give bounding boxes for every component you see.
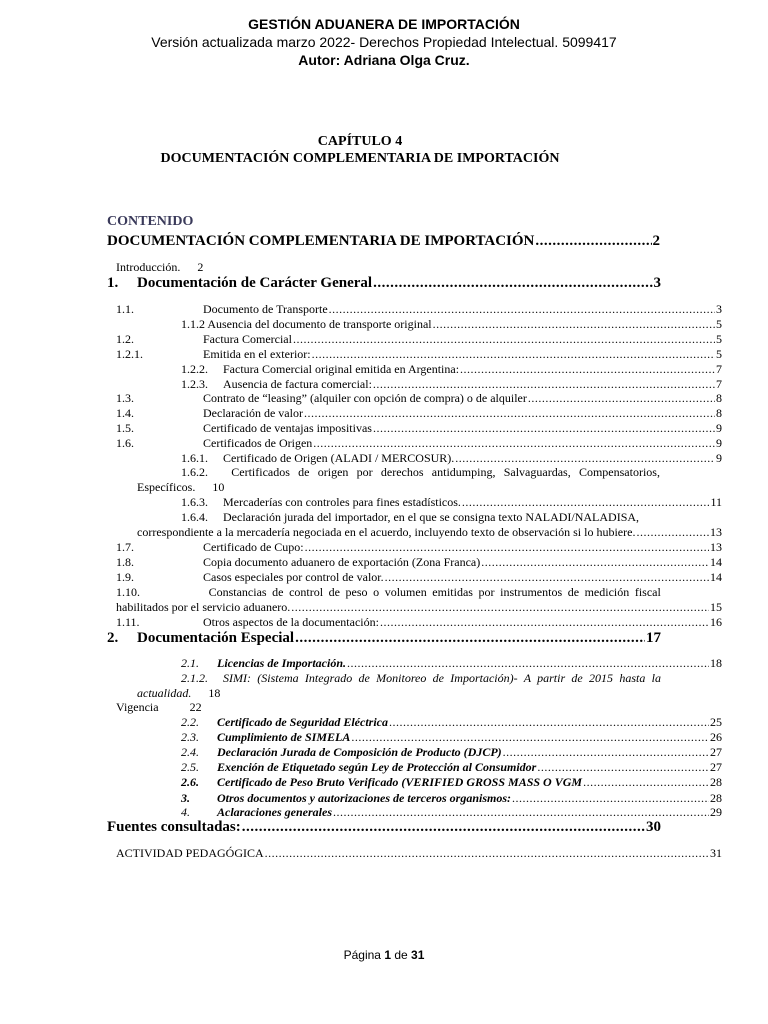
footer-prefix: Página <box>343 948 381 962</box>
toc-entry-1-2-2[interactable] <box>181 362 722 377</box>
toc-entry-1-11[interactable] <box>116 615 722 630</box>
toc-entry-label: Certificado de Seguridad Eléctrica <box>217 715 388 729</box>
toc-entry-2-4[interactable] <box>181 745 722 760</box>
toc-entry-label: Cumplimiento de SIMELA <box>217 730 351 744</box>
toc-entry-number: 1.6.1. <box>181 451 208 465</box>
toc-entry-page: 7 <box>716 377 722 391</box>
toc-entry-2-2[interactable] <box>181 715 722 730</box>
toc-entry-page: 13 <box>710 525 722 539</box>
toc-entry-1-5[interactable] <box>116 421 722 436</box>
toc-entry-number: 1.9. <box>116 570 134 584</box>
toc-entry-label: SIMI: (Sistema Integrado de Monitoreo de Importación)- A partir de 2015 hasta la <box>223 671 661 685</box>
toc-entry-intro[interactable] <box>116 260 203 275</box>
toc-entry-page: 9 <box>716 436 722 450</box>
toc-entry-label: Certificado de Origen (ALADI / MERCOSUR). <box>223 451 455 465</box>
toc-entry-label: Fuentes consultadas: <box>107 819 241 835</box>
toc-entry-number: 1. <box>107 275 119 291</box>
toc-entry-word: instrumentos <box>500 585 563 599</box>
toc-entry-label: Documentación Especial <box>137 630 295 646</box>
toc-entry-number: 1.7. <box>116 540 134 554</box>
toc-entry-page: 26 <box>710 730 722 744</box>
toc-entry-page: 5 <box>716 317 722 331</box>
chapter-number: CAPÍTULO 4 <box>317 134 403 149</box>
toc-entry-label: Vigencia <box>116 700 159 714</box>
toc-entry-label: Factura Comercial original emitida en Argentina: <box>223 362 460 376</box>
toc-entry-1-6[interactable] <box>116 436 722 451</box>
toc-entry-label: Factura Comercial <box>203 332 292 346</box>
toc-entry-page: 9 <box>716 451 722 465</box>
toc-entry-label: Declaración Jurada de Composición de Producto (DJCP) <box>217 745 502 759</box>
toc-entry-page: 27 <box>710 745 722 759</box>
toc-entry-label: Certificado de Peso Bruto Verificado (VERIFIED GROSS MASS O VGM <box>217 775 583 789</box>
toc-entry-label: Otros aspectos de la documentación: <box>203 615 379 629</box>
toc-entry-label: actualidad. <box>137 686 192 700</box>
toc-entry-label: Específicos. <box>137 480 196 494</box>
toc-entry-1-2-1[interactable] <box>116 347 722 362</box>
toc-entry-number: 1.6.3. <box>181 495 208 509</box>
toc-entry-number: 2.1. <box>181 656 199 670</box>
chapter-title: DOCUMENTACIÓN COMPLEMENTARIA DE IMPORTACIÓN <box>160 151 560 166</box>
toc-entry-label: Certificado de ventajas impositivas <box>203 421 372 435</box>
toc-entry-number: 1.2.1. <box>116 347 143 361</box>
toc-entry-1-4[interactable] <box>116 406 722 421</box>
toc-entry-word: emitidas <box>432 585 473 599</box>
toc-entry-page: 9 <box>716 421 722 435</box>
toc-entry-page: 25 <box>710 715 722 729</box>
toc-entry-word: Salvaguardas, <box>503 465 571 479</box>
toc-entry-page: 28 <box>710 775 722 789</box>
toc-entry-page: 31 <box>710 846 722 860</box>
toc-entry-page: 18 <box>208 686 221 700</box>
toc-entry-4[interactable] <box>181 805 722 820</box>
toc-entry-word: medición <box>584 585 630 599</box>
toc-entry-word: o <box>373 585 380 599</box>
toc-entry-label: Introducción. <box>116 260 181 274</box>
toc-entry-page: 28 <box>710 791 722 805</box>
toc-entry-label: Otros documentos y autorizaciones de terceros organismos: <box>217 791 512 805</box>
toc-entry-word: antidumping, <box>431 465 496 479</box>
toc-entry-2-1[interactable] <box>181 656 722 671</box>
toc-section-2[interactable] <box>107 630 661 647</box>
toc-entry-page: 27 <box>710 760 722 774</box>
toc-entry-number: 1.2. <box>116 332 134 346</box>
toc-entry-label: Certificado de Cupo: <box>203 540 304 554</box>
toc-entry-word: Compensatorios, <box>578 465 660 479</box>
toc-entry-2-3[interactable] <box>181 730 722 745</box>
toc-entry-number: 1.8. <box>116 555 134 569</box>
toc-entry-label: Mercaderías con controles para fines estadísticos. <box>223 495 461 509</box>
toc-entry-page: 14 <box>710 570 722 584</box>
toc-entry-word: de <box>328 585 340 599</box>
toc-entry-number: 1.6.4. <box>181 510 208 524</box>
toc-entry-page: 8 <box>716 391 722 405</box>
toc-entry-fuentes[interactable] <box>107 819 661 836</box>
toc-entry-page: 2 <box>652 233 660 249</box>
toc-entry-number: 1.2.3. <box>181 377 208 391</box>
toc-entry-label: correspondiente a la mercadería negociada en el acuerdo, incluyendo texto de observación si lo hubiere. <box>137 525 636 539</box>
toc-entry-number: 1.11. <box>116 615 140 629</box>
toc-entry-label: ACTIVIDAD PEDAGÓGICA <box>116 846 264 860</box>
toc-entry-word: origen <box>317 465 349 479</box>
toc-entry-label: 1.1.2 Ausencia del documento de transporte original <box>181 317 432 331</box>
toc-entry-word: de <box>567 585 580 599</box>
toc-entry-number: 1.3. <box>116 391 134 405</box>
toc-entry-word: de <box>298 465 310 479</box>
toc-entry-1-2-3[interactable] <box>181 377 722 392</box>
toc-entry-2-6[interactable] <box>181 775 722 790</box>
toc-entry-word: volumen <box>384 585 427 599</box>
toc-entry-page: 18 <box>710 656 722 670</box>
doc-author: Autor: Adriana Olga Cruz. <box>298 52 470 68</box>
toc-entry-number: 1.10. <box>116 585 140 599</box>
toc-entry-number: 1.2.2. <box>181 362 208 376</box>
toc-entry-1-8[interactable] <box>116 555 722 570</box>
toc-entry-number: 2.4. <box>181 745 199 759</box>
toc-entry-label: Certificados de Origen <box>203 436 313 450</box>
toc-entry-label: Documentación de Carácter General <box>137 275 373 291</box>
toc-entry-number: 2.1.2. <box>181 671 208 685</box>
toc-entry-page: 30 <box>646 819 661 835</box>
toc-entry-word: de <box>272 585 284 599</box>
toc-entry-page: 8 <box>716 406 722 420</box>
toc-entry-number: 2.5. <box>181 760 199 774</box>
toc-entry-word: control <box>289 585 324 599</box>
toc-entry-number: 2.2. <box>181 715 199 729</box>
toc-entry-number: 1.6. <box>116 436 134 450</box>
toc-entry-label: Declaración jurada del importador, en el que se consigna texto NALADI/NALADISA, <box>223 510 640 524</box>
toc-entry-page: 3 <box>653 275 661 291</box>
toc-entry-1-1[interactable] <box>116 302 722 317</box>
toc-entry-1-2[interactable] <box>116 332 722 347</box>
toc-entry-page: 10 <box>212 480 225 494</box>
doc-version: Versión actualizada marzo 2022- Derechos Propiedad Intelectual. 5099417 <box>151 34 617 50</box>
toc-entry-page: 7 <box>716 362 722 376</box>
toc-entry-number: 3. <box>181 791 190 805</box>
toc-entry-2-5[interactable] <box>181 760 722 775</box>
toc-entry-number: 1.1. <box>116 302 134 316</box>
toc-entry-page: 2 <box>197 260 204 274</box>
toc-entry-word: por <box>478 585 495 599</box>
toc-entry-main[interactable] <box>107 233 660 250</box>
toc-entry-label: Aclaraciones generales <box>217 805 332 819</box>
footer-total-pages: 31 <box>411 948 425 962</box>
toc-entry-page: 11 <box>710 495 722 509</box>
toc-entry-page: 5 <box>716 347 722 361</box>
toc-entry-page: 22 <box>189 700 202 714</box>
toc-entry-word: Constancias <box>208 585 267 599</box>
toc-entry-number: 1.6.2. <box>181 465 208 479</box>
toc-entry-number: 1.5. <box>116 421 134 435</box>
toc-entry-page: 3 <box>716 302 722 316</box>
toc-entry-label: habilitados por el servicio aduanero. <box>116 600 291 614</box>
toc-entry-label: Licencias de Importación. <box>217 656 346 670</box>
toc-entry-word: derechos <box>380 465 424 479</box>
toc-entry-1-1-2[interactable] <box>181 317 722 332</box>
toc-entry-page: 14 <box>710 555 722 569</box>
toc-entry-number: 4. <box>181 805 190 819</box>
toc-entry-1-3[interactable] <box>116 391 722 406</box>
toc-entry-label: Declaración de valor <box>203 406 303 420</box>
toc-entry-label: Copia documento aduanero de exportación (Zona Franca) <box>203 555 481 569</box>
toc-entry-actividad[interactable] <box>116 846 722 861</box>
toc-entry-number: 2.6. <box>181 775 199 789</box>
toc-entry-label: Casos especiales por control de valor. <box>203 570 384 584</box>
toc-entry-1-6-1[interactable] <box>181 451 722 466</box>
toc-entry-1-9[interactable] <box>116 570 722 585</box>
toc-entry-word: fiscal <box>634 585 661 599</box>
toc-entry-word: peso <box>345 585 368 599</box>
footer-of: de <box>394 948 408 962</box>
toc-entry-label: Contrato de “leasing” (alquiler con opción de compra) o de alquiler <box>203 391 527 405</box>
toc-entry-page: 5 <box>716 332 722 346</box>
toc-entry-page: 13 <box>710 540 722 554</box>
page-footer <box>0 948 768 962</box>
toc-entry-page: 15 <box>710 600 722 614</box>
toc-entry-3[interactable] <box>181 791 722 806</box>
toc-entry-1-6-3[interactable] <box>181 495 722 510</box>
toc-entry-1-7[interactable] <box>116 540 722 555</box>
toc-entry-page: 29 <box>710 805 722 819</box>
toc-entry-word: Certificados <box>231 465 290 479</box>
toc-heading: CONTENIDO <box>107 214 194 229</box>
footer-current-page: 1 <box>384 948 391 962</box>
toc-entry-label: DOCUMENTACIÓN COMPLEMENTARIA DE IMPORTACIÓN <box>107 233 535 249</box>
toc-entry-page: 17 <box>646 630 661 646</box>
toc-entry-label: Emitida en el exterior: <box>203 347 311 361</box>
toc-entry-label: Documento de Transporte <box>203 302 328 316</box>
toc-entry-number: 2. <box>107 630 119 646</box>
toc-entry-word: por <box>356 465 373 479</box>
toc-entry-number: 1.4. <box>116 406 134 420</box>
toc-section-1[interactable] <box>107 275 661 292</box>
toc-entry-label: Ausencia de factura comercial: <box>223 377 372 391</box>
toc-entry-vigencia[interactable] <box>116 700 202 715</box>
toc-entry-page: 16 <box>710 615 722 629</box>
toc-entry-label: Exención de Etiquetado según Ley de Protección al Consumidor <box>217 760 537 774</box>
toc-entry-number: 2.3. <box>181 730 199 744</box>
doc-title: GESTIÓN ADUANERA DE IMPORTACIÓN <box>248 16 520 32</box>
